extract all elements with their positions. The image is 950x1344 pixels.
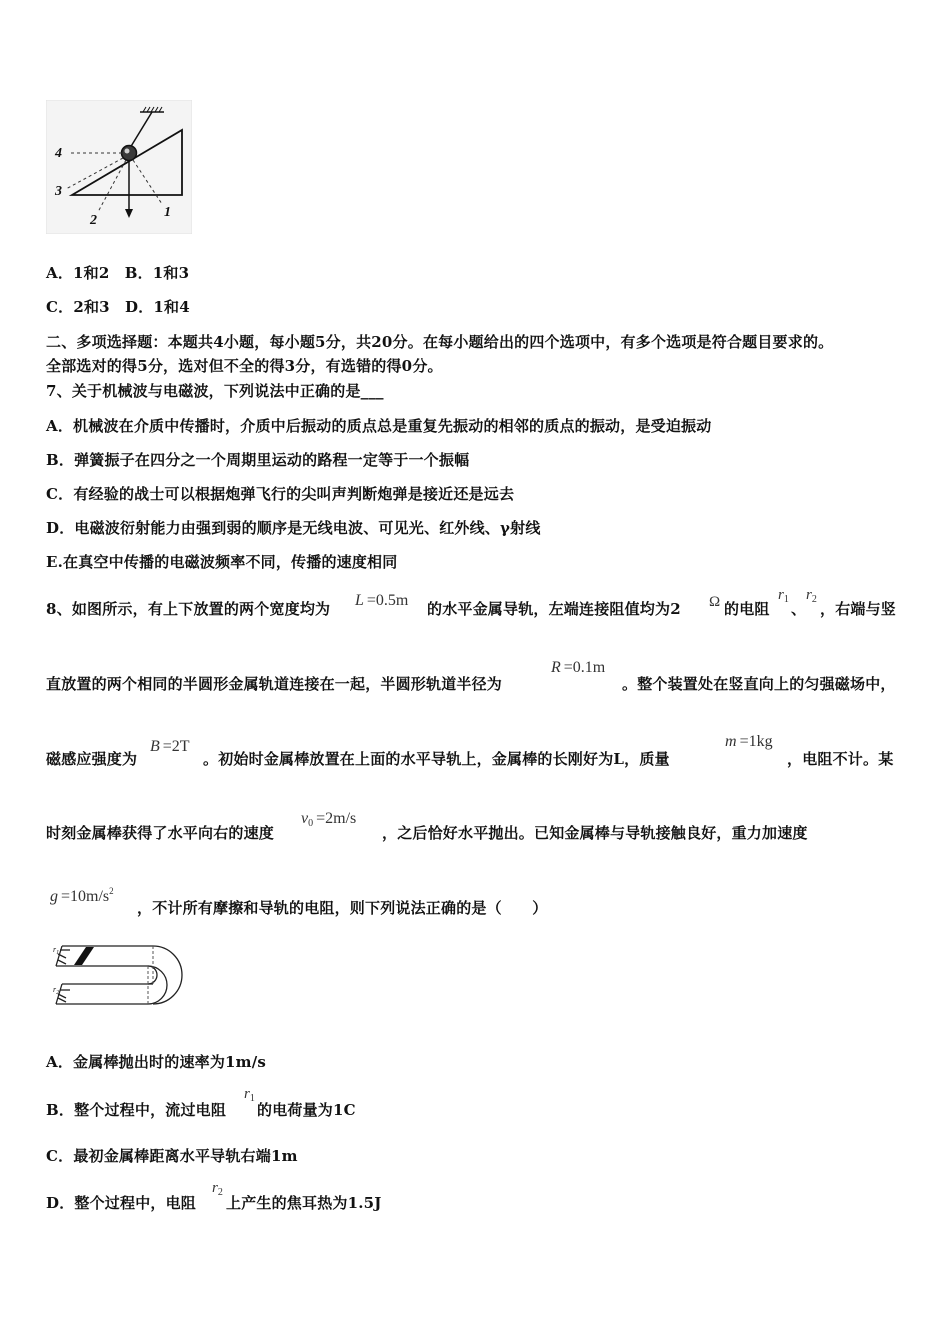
section2-heading-line2: 全部选对的得5分，选对但不全的得3分，有选错的得0分。 bbox=[46, 357, 443, 375]
q8-line5: ，不计所有摩擦和导轨的电阻，则下列说法正确的是（ ） bbox=[137, 899, 548, 917]
q8-line2-part-b: 。整个装置处在竖直向上的匀强磁场中， bbox=[622, 675, 896, 693]
superscript-2: 2 bbox=[109, 886, 114, 896]
q8-option-b-part1: B．整个过程中，流过电阻 bbox=[46, 1101, 227, 1119]
q8-line1-part-e: ，右端与竖 bbox=[820, 600, 897, 618]
symbol-r: r bbox=[244, 1086, 250, 1102]
semicircle-track-front bbox=[148, 966, 167, 1004]
q7-option-e: E.在真空中传播的电磁波频率不同，传播的速度相同 bbox=[46, 553, 398, 571]
symbol-r: r bbox=[778, 587, 784, 603]
subscript-2: 2 bbox=[217, 1187, 223, 1198]
q8-line4-part-a: 时刻金属棒获得了水平向右的速度 bbox=[46, 824, 275, 842]
q7-stem: 7、关于机械波与电磁波，下列说法中正确的是___ bbox=[46, 382, 384, 400]
subscript-1: 1 bbox=[783, 594, 789, 605]
symbol-B: B bbox=[150, 738, 160, 755]
symbol-r: r bbox=[212, 1180, 218, 1196]
q7-option-b: B．弹簧振子在四分之一个周期里运动的路程一定等于一个振幅 bbox=[46, 451, 470, 469]
q8-option-d-part1: D．整个过程中，电阻 bbox=[46, 1194, 197, 1212]
q8-formula-length bbox=[355, 592, 408, 610]
q8-ohm-symbol: Ω bbox=[709, 594, 721, 610]
q8-formula-field bbox=[150, 738, 190, 756]
figure-incline-ball bbox=[46, 100, 192, 234]
q8-line2-part-a: 直放置的两个相同的半圆形金属轨道连接在一起，半圆形轨道半径为 bbox=[46, 675, 503, 693]
ball bbox=[122, 146, 137, 161]
label-r2: $r_2$ bbox=[53, 985, 60, 996]
section2-heading-line1: 二、多项选择题：本题共4小题，每小题5分，共20分。在每小题给出的四个选项中，有多个选项是符合题目要求的。 bbox=[46, 333, 834, 351]
subscript-0: 0 bbox=[308, 818, 314, 829]
q8-line3-part-a: 磁感应强度为 bbox=[46, 750, 138, 768]
ball-highlight bbox=[125, 149, 130, 154]
symbol-r: r bbox=[806, 587, 812, 603]
figure-rails bbox=[48, 938, 188, 1012]
value-L: =0.5m bbox=[366, 592, 409, 609]
q8-option-c: C．最初金属棒距离水平导轨右端1m bbox=[46, 1147, 298, 1165]
value-R: =0.1m bbox=[563, 659, 606, 676]
label-2: 2 bbox=[90, 213, 97, 228]
q8-formula-gravity bbox=[50, 886, 114, 906]
symbol-g: g bbox=[50, 888, 58, 905]
q8-option-a: A．金属棒抛出时的速率为1m/s bbox=[46, 1053, 267, 1071]
q8-line4-part-b: ，之后恰好水平抛出。已知金属棒与导轨接触良好，重力加速度 bbox=[382, 824, 808, 842]
q8-line1-part-a: 8、如图所示，有上下放置的两个宽度均为 bbox=[46, 600, 331, 618]
q8-option-b-symbol-r1 bbox=[244, 1086, 255, 1104]
q6-options-line2: C．2和3 D．1和4 bbox=[46, 298, 190, 316]
symbol-v: v bbox=[301, 810, 309, 827]
q8-symbol-r2 bbox=[806, 587, 817, 605]
q8-line3-part-b: 。初始时金属棒放置在上面的水平导轨上，金属棒的长刚好为L，质量 bbox=[203, 750, 670, 768]
q7-option-d: D．电磁波衍射能力由强到弱的顺序是无线电波、可见光、红外线、γ射线 bbox=[46, 519, 541, 537]
q8-line1-part-b: 的水平金属导轨，左端连接阻值均为2 bbox=[427, 600, 681, 618]
value-v: =2m/s bbox=[316, 810, 357, 827]
value-m: =1kg bbox=[739, 733, 773, 750]
q8-line1-part-c: 的电阻 bbox=[724, 600, 770, 618]
metal-rod bbox=[74, 947, 94, 965]
q8-line1-separator: 、 bbox=[791, 600, 807, 618]
symbol-R: R bbox=[551, 659, 561, 676]
symbol-L: L bbox=[355, 592, 364, 609]
q8-line3-part-c: ，电阻不计。某 bbox=[787, 750, 894, 768]
label-4: 4 bbox=[55, 146, 62, 161]
subscript-1: 1 bbox=[249, 1093, 255, 1104]
q8-symbol-r1 bbox=[778, 587, 789, 605]
q8-formula-mass bbox=[725, 733, 773, 751]
subscript-2: 2 bbox=[811, 594, 817, 605]
q6-options-line1: A．1和2 B．1和3 bbox=[46, 264, 190, 282]
q7-option-c: C．有经验的战士可以根据炮弹飞行的尖叫声判断炮弹是接近还是远去 bbox=[46, 485, 515, 503]
q8-formula-radius bbox=[551, 659, 605, 677]
label-3: 3 bbox=[55, 184, 62, 199]
q8-option-d-part2: 上产生的焦耳热为1.5J bbox=[226, 1194, 382, 1212]
value-g: =10m/s bbox=[61, 888, 110, 905]
q7-option-a: A．机械波在介质中传播时，介质中后振动的质点总是重复先振动的相邻的质点的振动，是受迫振动 bbox=[46, 417, 712, 435]
q8-option-d-symbol-r2 bbox=[212, 1180, 223, 1198]
label-1: 1 bbox=[164, 205, 171, 220]
q8-option-b-part2: 的电荷量为1C bbox=[257, 1101, 356, 1119]
label-r1: $r_1$ bbox=[53, 945, 60, 956]
symbol-m: m bbox=[725, 733, 737, 750]
q8-formula-velocity bbox=[301, 810, 356, 829]
value-B: =2T bbox=[162, 738, 190, 755]
